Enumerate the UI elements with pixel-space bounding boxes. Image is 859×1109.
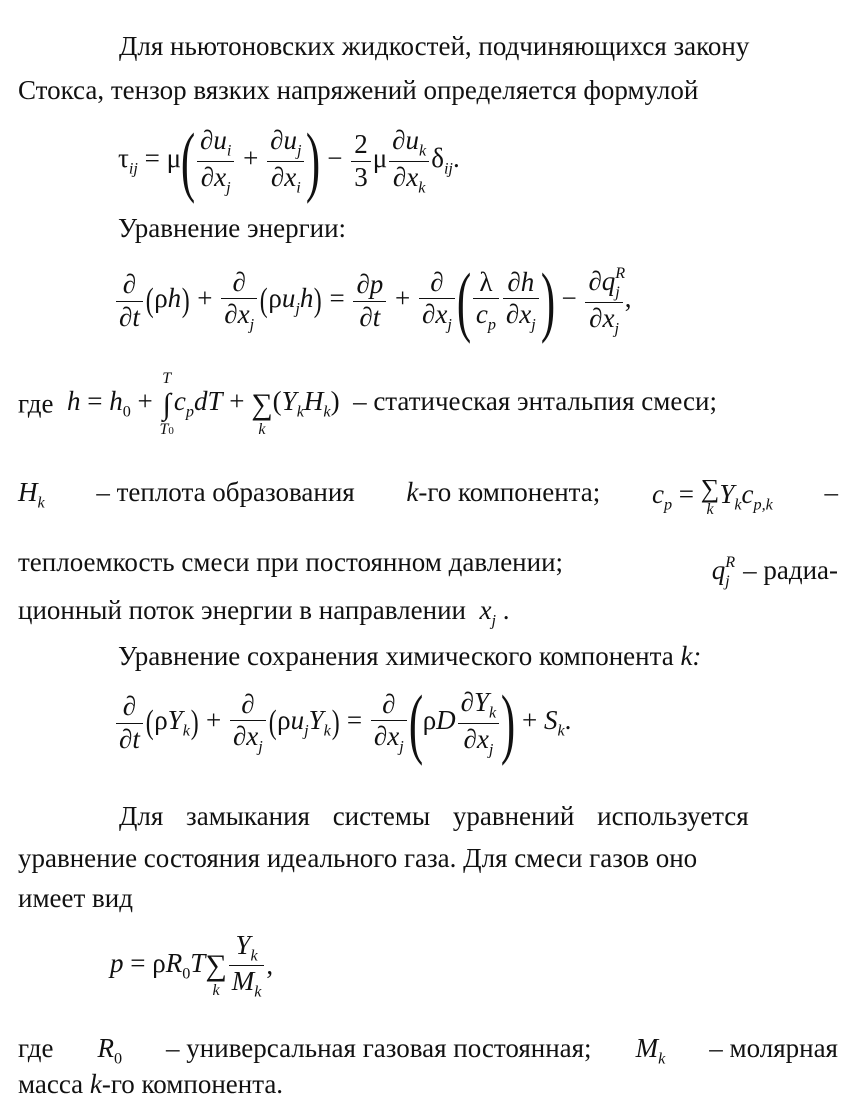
paragraph-line-hk: $H_k$ – теплота образования k-го компонента; $c_p$ = ∑ k $Y_kc_{p,k}$ – [18, 476, 838, 521]
equation-stress-tensor: $\tau_{ij} = \mu$( $\frac{\partial u_i}{\partial x_j}$ + $\frac{\partial u_j}{\partial x_i}$ ) − $\frac{2}{3}$ μ $\frac{\partial u_k}{\partial x_k}$ $\delta_{ij}$. [118, 117, 460, 204]
equation-energy: ∂ ∂t (ρh) + ∂ $\partial x_j$ $(\rho u_jh)$ = $\frac{\partial p}{\partial t}$ + ∂ $\partial x_j$ ( $\frac{\lambda}{c_p}$ $\frac{\partial h}{\partial x_j}$ ) − $\partial q^R_j$ $\partial x_j$ , [114, 262, 631, 340]
text-hk-desc-tail: -го компонента; [418, 477, 601, 507]
equation-ideal-gas: $p = \rho R_0T$ ∑ k $\frac{Y_k}{M_k}$ , [110, 930, 274, 1001]
heading-text: Уравнение сохранения химического компонента [118, 641, 674, 671]
paragraph-line: имеет вид [18, 883, 133, 913]
paragraph-line [119, 800, 838, 832]
paragraph-line: уравнение состояния идеального газа. Для смеси газов оно [18, 843, 698, 873]
sum-symbol: ∑ k [700, 474, 720, 518]
paragraph-line-enthalpy: где $h = h_0$ + T ∫ T0 $c_pdT$ + ∑ k $(Y_kH_k)$ – статическая энтальпия смеси; [18, 370, 717, 438]
sum-symbol: ∑ k [251, 387, 273, 438]
text-enthalpy-desc: – статическая энтальпия смеси; [353, 386, 717, 417]
text-dash: – [824, 477, 838, 507]
text-flux-desc: ционный поток энергии в направлении [18, 595, 466, 625]
section-heading-species: Уравнение сохранения химического компонента k: [118, 641, 702, 671]
paragraph-line-mass: масса k-го компонента. [18, 1069, 284, 1099]
text-closure: Для замыкания системы уравнений используется [119, 801, 749, 831]
text-component: -го компонента. [101, 1069, 284, 1099]
text-hk-desc: – теплота образования [96, 477, 355, 507]
text-where: где [18, 1033, 54, 1063]
text-r0-desc: – универсальная газовая постоянная; [166, 1033, 592, 1063]
integral-symbol: T ∫ T0 [159, 370, 174, 438]
section-heading: Уравнение энергии: [118, 213, 347, 243]
text-radiation: – радиа- [743, 555, 838, 586]
paragraph-line-flux: ционный поток энергии в направлении $x_j$ . [18, 595, 510, 630]
paragraph-line: Для ньютоновских жидкостей, подчиняющихся закону [119, 31, 750, 61]
text-where: где [18, 388, 54, 419]
paragraph-line: Стокса, тензор вязких напряжений определяется формулой [18, 75, 699, 105]
equation-species: ∂ ∂t $(\rho Y_k)$ + ∂ $\partial x_j$ $(\rho u_jY_k)$ = ∂ $\partial x_j$ (ρD $\frac{\partial Y_k}{\partial x_j}$ ) + $S_k$. [114, 684, 571, 762]
paragraph-line-cp: теплоемкость смеси при постоянном давлении; $q^R_j$ – радиа- [18, 546, 838, 597]
sum-symbol: ∑ k [205, 949, 227, 1000]
text-mass: масса [18, 1069, 84, 1099]
text-mk-desc: – молярная [709, 1033, 838, 1063]
text-cp-desc: теплоемкость смеси при постоянном давлении; [18, 547, 564, 577]
paragraph-line-r0: где $R_0$ – универсальная газовая постоянная; $M_k$ – молярная [18, 1032, 838, 1074]
